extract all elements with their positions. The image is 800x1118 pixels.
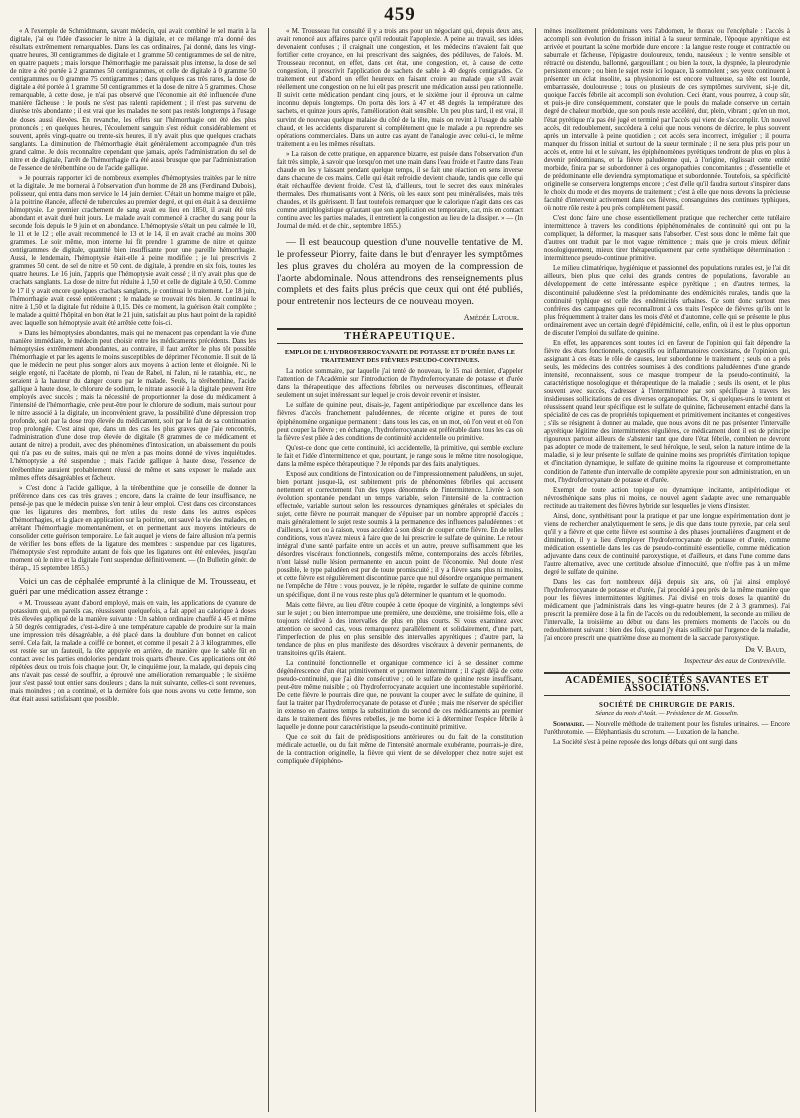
paragraph: Exempt de toute action topique ou dynamique incitante, antipériodique et névrosthénique sans plus ni moins, ce nouvel agent s'adapte avec une remarquable rectitude au traitement des fièvres hybride sur lesquelles je viens d'insister. <box>544 486 790 510</box>
column-3 <box>544 28 790 1112</box>
column-2 <box>277 28 523 1112</box>
article-signature: Dr V. Baud, <box>745 644 786 654</box>
section-title-academies: ACADÉMIES, SOCIÉTÉS SAVANTES ET ASSOCIATIONS. <box>544 672 790 696</box>
paragraph: mènes insolitement prédominans vers l'abdomen, le thorax ou l'encéphale : l'accès à accompli son évolution du frisson initial à la sueur terminale, l'époque apyrétique est arrivée et pourtant la scène morbide dure encore : la langue reste rouge et contractée ou saburrale et fâcheuse, l'épigastre douloureux, tendu, nauséeux ; le ventre sensible et rétracté ou distendu, ballonné, gargouillant ; ou bien la toux, la dyspnée, la pleurodynie persistent encore ; ou bien le sujet reste ici loquace, là somnolent ; ses yeux continuent à présenter un éclat insolite, sa physionomie est encore vultueuse, sa tête est lourde, embarrassée, douloureuse ; tous ou plusieurs de ces symptômes survivent, si-je dit, quoique l'accès fébrile ait accompli son évolution. Ceci étant, vous pourrez, à coup sûr, et puis-je dire conséquemment, constater que le pouls du malade conserve un certain degré de chaleur morbide, que son pouls reste accéléré, dur, plein, vibrant ; qu'en un mot, l'état pyrétique n'a pas été jugé et terminé par l'accès qui vient de s'accomplir. Un nouvel accès, dit redoublement, succèdera à celui que nous venons de décrire, le plus souvent après un intervalle à peine quotidien ; cet accès sera incorrect, irrégulier ; il pourra manquer du frisson initial et surtout de la sueur terminale ; il ne sera plus pris pour un accès et, entre lui et le suivant, les épiphénomènes pyrétiques tendront de plus en plus à devenir prédominans, et la fièvre paludéenne qui, à l'origine, réglissait cette entité morbide, finira par se subordonner à ces organopathies concomitantes ; d'essentielle et de prédominante elle deviendra symptomatique et subordonnée. Toutefois, sa spécificité originelle se conservera longtemps encore ; c'est d'elle qu'il faudra surtout s'inspirer dans le choix du mode et des moyens de traitement ; c'est à elle que nous devons la précieuse faculté d'intervenir activement dans ces fièvres, consanguines des continues typhiques, où notre rôle reste à peu près complètement passif. <box>544 28 790 213</box>
paragraph: Mais cette fièvre, au lieu d'être coupée à cette époque de virginité, a longtemps sévi sur le sujet ; ou bien interrompue une première, une deuxième, une troisième fois, elle a toujours récidivé à des intervalles de plus en plus courts. Si vous examinez avec attention ce second cas, vous remarquerez parallèlement et solidairement, d'une part, l'imperfection de plus en plus sensible des intervalles apyrétiques ; d'autre part, la tendance de plus en plus manifeste des désordres viscéraux à devenir permanents, de transitoires qu'ils étaient. <box>277 601 523 657</box>
paragraph: Le milieu climatérique, hygiénique et passionnel des populations rurales est, je l'ai dit ailleurs, bien plus que celui des grands centres de populations, favorable au développement de cette intéressante espèce pyrétique ; en d'autres termes, la discontinuité paludéenne s'est la prédominante des endémicités rurales, tandis que la continuité typhique est celle des endémicités urbaines. Ce sont donc surtout mes confrères des campagnes qui reconnaîtront à ces traits l'espèce de fièvres qu'ils ont le plus fréquemment à traiter dans les mois d'été et d'automne, celle qui se présente le plus ordinairement avec un certain degré d'épidémicité, celle, enfin, où il est le plus opportun de discuter l'emploi du sulfate de quinine. <box>544 265 790 337</box>
session-line: Séance du mois d'Août. — Présidence de M. Gosselin. <box>595 709 739 717</box>
paragraph: « M. Trousseau fut consulté il y a trois ans pour un négociant qui, depuis deux ans, avait renoncé aux affaires parce qu'il redoutait l'apoplexie. A peine au travail, ses idées devenaient confuses ; il craignait une congestion, et les médecins n'avaient fait que fortifier cette croyance, en lui prescrivant des saignées, des pédiluves, de l'aloès. M. Trousseau reconnut, en effet, dans cet état, une congestion, et, à cause de cette congestion, il prescrivit l'application de sachets de sable à 40 degrés centigrades. Ce traitement eut d'abord un effet heureux en faisant croire au malade que s'il avait réellement une congestion on ne lui eût pas prescrit une médication aussi peu rationnelle. Il suivit cette médication pendant cinq jours, et le sixième jour il éprouva un calme inconnu depuis longtemps. On porta dès lors à 47 et 48 degrés la température des sachets, et quinze jours après, l'amélioration était sensible. Un peu plus tard, il est vrai, il survint de nouveau quelque malaise du côté de la tête, mais on revint à l'usage du sable chaud, et les accidents disparurent si complètement que le malade a pu reprendre ses opérations commerciales. Dans un autre cas ayant de l'analogie avec celui-ci, le même traitement a eu les mêmes résultats. <box>277 28 523 148</box>
paragraph: » Je pourrais rapporter ici de nombreux exemples d'hémoptysies traitées par le nitre et la digitale. Je me bornerai à l'observation d'un homme de 28 ans (Ferdinand Dubois), polisseur, qui entra dans mon service le 14 juin dernier. C'était un homme maigre et pâle, à la poitrine élancée, affecté de tubercules au premier degré, et qui en était à sa deuxième hémoptysie. Le premier crachement de sang avait eu lieu en 1850, il avait été très abondant et avait duré huit jours. Le malade avait commencé à cracher du sang pour la seconde fois depuis le 9 juin et en abondance. L'hémoptysie s'était un peu calmée le 10, le 11 et le 12 ; elle avait recommencé le 13 et le 14, il en avait craché au moins 300 grammes. Le soir même, mon interne lui fit prendre 1 gramme de nitre et quinze centigrammes de digitale, quantité bien insuffisante pour une pareille hémorrhagie. Aussi, le lendemain, l'hémoptysie était-elle à peine modifiée ; je lui prescrivis 2 grammes 50 cent. de sel de nitre et 50 cent. de digitale, à prendre en six fois, toutes les quatre heures. Le 16 juin, j'appris que l'hémoptysie avait cessé ; il n'y avait plus que de crachats sanglants. La dose de nitre fut réduite à 1,50 et celle de digitale à 0,50. Comme le 17 il y avait encore quelques crachats sanglants, je continuai le traitement. Le 18 juin, l'hémorrhagie avait cessé entièrement ; le malade se trouvait très bien. Je continuai le nitre à 1,50 et la digitale fut réduite à 0,15. Dès ce moment, la guérison était complète ; le malade a quitté l'hôpital en bon état le 21 juin, satisfait au plus haut point de la rapidité avec laquelle son hémoptysie avait été arrêtée cette fois-ci. <box>10 174 256 327</box>
paragraph: Que ce soit du fait de prédispositions antérieures ou du fait de la constitution médicale actuelle, ou du fait même de l'intensité anormale exubérante, pourrais-je dire, de la contraction originelle, la fièvre qui vient de se développer chez notre sujet est compliquée d'épiphéno- <box>277 734 523 766</box>
summary <box>544 721 790 737</box>
case-introduction: Voici un cas de céphalée emprunté à la clinique de M. Trousseau, et guéri par une médication assez étrange : <box>10 576 256 597</box>
paragraph: Dans les cas fort nombreux déjà depuis six ans, où j'ai ainsi employé l'hydroferrocyanate de potasse et d'urée, j'ai procédé à peu près de la même manière que pour les fièvres intermittentes légitimes. J'ai divisé en trois doses la quantité du médicament que j'administrais dans les vingt-quatre heures (de 2 à 3 grammes). J'ai prescrit la première dose à la fin de l'accès ou du redoublement, la seconde au milieu de l'intervalle, la troisième au début ou dans les premiers moments de l'accès ou du redoublement suivant : bien des fois, quand j'y étais sollicité par l'urgence de la maladie, j'ai encore prescrit une quatrième dose au moment de la saccade paroxystique. <box>544 579 790 643</box>
column-divider <box>268 28 269 1112</box>
paragraph: Qu'est-ce donc que cette continuité, ici accidentelle, là primitive, qui semble exclure le fait et l'idée d'intermittence et que, pourtant, je range sous le même titre nosologique, dans la même espèce thérapeutique ? Je réponds par des faits analytiques. <box>277 444 523 468</box>
paragraph: En effet, les apparences sont toutes ici en faveur de l'opinion qui fait dépendre la fièvre des états fonctionnels, congestifs ou inflammatoires coexistans, de l'opinion qui, assignant à ces états le rôle de causes, leur subordonne le traitement ; seuls on a près seuls, les médecins des contrées soumises à des conditions paludéennes d'une grande intensité, reconnaissent, sous ce masque trompeur de la pseudo-continuité, la caractéristique nosologique et thérapeutique de la maladie ; seuls ils osent, et le plus souvent avec succès, s'adresser à l'intermittence par son spécifique à travers les insidieuses sollicitations de ces diverses organopathies. Or, si quelques-uns le tentent et réussissent quand leur spécifique est le sulfate de quinine, fâcheusement entaché dans la spécialité de ces cas de propriétés topiquement et primitivement incitantes et congestives ; s'ils se résignent à donner au malade, que nous avons dit ne pas présenter l'intervalle apyrétique légitime des intermittentes régulières, ce médicament dont il est de principe rigoureux partout ailleurs de s'abstenir tant que dure l'état fébrile, combien ne devront pas adopter ce mode de traitement, le seul héroïque, le seul, selon la nature intime de la maladie, si je leur présente le sulfate de quinine moins ses propriétés d'irritation topique et d'incitation dynamique, le sulfate de quinine moins la rigoureuse et compromettante condition de l'attente d'un intervalle de complète apyrexie pour son administration, en un mot, l'hydroferrocyanate de potasse et d'urée. <box>544 339 790 484</box>
signature-role: Inspecteur des eaux de Contrexéville. <box>684 657 786 665</box>
paragraph: C'est donc faire une chose essentiellement pratique que rechercher cette tutélaire intermittence à travers les conditions épiphénoménales de continuité qui ont pu la compliquer, la déformer, la masquer sans l'absorber. C'est sous donc le même fait que d'autres ont traduit par le mot vague rémittence ; mais que je crois mieux définir nosologiquement, mieux tirer thérapeutiquement par cette synthétique détermination : intermittence pseudo-continue primitive. <box>544 215 790 263</box>
article-title: EMPLOI DE L'HYDROFERROCYANATE DE POTASSE ET D'URÉE DANS LE TRAITEMENT DES FIÈVRES PSEUDO-CONTINUES. <box>284 349 516 364</box>
paragraph: » C'est donc à l'acide gallique, à la térébenthine que je conseille de donner la préférence dans ces cas très graves ; encore, dans la crainte de leur insuffisance, ne pensé-je pas que le médecin puisse s'en tenir à leur emploi. C'est dans ces circonstances que les ligatures des membres, fort utiles du reste dans les autres espèces d'hémorrhagies, et la glace en application sur la poitrine, ont sauvé la vie des malades, en arrêtant l'hémorrhagie momentanément, et en permettant aux moyens intérieurs de consolider cette guérison temporaire. Le fait auquel je viens de faire allusion m'a permis de vérifier les bons effets de la ligature des membres : suspendue par ces ligatures, l'hémoptysie s'est reproduite autant de fois que les ligatures ont été enlevées, jusqu'au moment où le nitre et la digitale l'ont suspendue définitivement. — (In Bulletin génér. de thérap., 15 septembre 1855.) <box>10 484 256 573</box>
column-1 <box>10 28 256 1112</box>
note-signature: Amédée Latour. <box>463 312 519 322</box>
paragraph: La notice sommaire, par laquelle j'ai tenté de nouveau, le 15 mai dernier, d'appeler l'attention de l'Académie sur l'introduction de l'hydroferrocyanate de potasse et d'urée dans la thérapeutique des affections fébriles ou nerveuses discontinues, effleurait seulement un sujet intéressant sur lequel je crois devoir revenir et insister. <box>277 368 523 400</box>
paragraph: « M. Trousseau ayant d'abord employé, mais en vain, les applications de cyanure de potassium qui, en pareils cas, réussissent quelquefois, a fait appel au calorique à doses très élevées appliqué de la manière suivante : Un sablon ordinaire chauffé à 45 et même à 50 degrés centigrades, c'est-à-dire à une température capable de produire sur la main une impression très désagréable, a été placé dans la doublure d'un bonnet en calicot serré. Cela fait, la malade a coiffé ce bonnet, et comme il pesait 2 à 3 kilogrammes, elle est restée sur un fauteuil, la tête appuyée en arrière, de manière que le sable fût en contact avec les parties endolories pendant trois quarts d'heure. Ces applications ont été répétées deux ou trois fois chaque jour. Or, le cinquième jour, la malade, qui depuis cinq ans n'avait pas cessé de souffrir, a éprouvé une amélioration remarquable ; le sixième jour s'est passé tout entier sans douleurs ; dans la nuit suivante, celles-ci sont revenues, mais moindres ; on a continué, et la dernière fois que nous avons vu cette femme, son état était aussi satisfaisant que possible. <box>10 599 256 704</box>
paragraph: Ainsi, donc, synthétisant pour la pratique et par une longue expérimentation dont je viens de rechercher analytiquement le sens, je dis que dans toute pyrexie, par cela seul qu'il y a fièvre et que cette fièvre est soumise à des phases journalières d'augment et de diminution, il y a lieu d'employer l'hydroferrocyanate de potasse et d'urée, comme médication essentielle dans les cas de pseudo-continuité essentielle, comme médication adjuvante dans ceux de continuité paroxystique, et d'ailleurs, et dans l'une comme dans l'autre alternative, avec une certitude absolue d'innocuité, que n'offre pas à un même degré le sulfate de quinine. <box>544 512 790 577</box>
society-name: SOCIÉTÉ DE CHIRURGIE DE PARIS. <box>598 700 736 709</box>
paragraph: Le sulfate de quinine peut, disais-je, l'agent antipériodique par excellence dans les fièvres d'accès franchement paludéennes, de récente origine et pures de tout épiphénomène organique permanent : dans tous les cas, en un mot, où l'on veut et où l'on peut couper la fièvre ; en échange, l'hydroferrocyanate est préférable dans tous les cas où la fièvre s'est pliée à des conditions de continuité accidentelle ou primitive. <box>277 402 523 442</box>
summary-text: — Nouvelle méthode de traitement pour les fistules urinaires. — Encore l'uréthrotomie. — Éléphantiasis du scrotum. — Luxation de la hanche. <box>544 720 790 736</box>
summary-label: Sommaire. <box>553 720 585 728</box>
column-divider <box>535 28 536 1112</box>
page-number: 459 <box>384 4 416 25</box>
section-title-therapeutique: THÉRAPEUTIQUE. <box>277 328 523 344</box>
paragraph: Exposé aux conditions de l'intoxication ou de l'impressionnement paludéens, un sujet, bien portant jusque-là, est subitement pris de phénomènes fébriles qui accusent nettement et correctement l'un des types dénommés de l'intermittence. Livrée à son évolution spontanée pendant un temps variable, selon l'intensité de la contraction effectuée, variable surtout selon les ressources dynamiques générales et spéciales du sujet, cette fièvre ne pourrait manquer de s'épuiser par un nombre approprié d'accès ; mais généralement le sujet reste soumis à la permanence des influences paludéennes : et d'ailleurs, à tort ou à raison, vous accédez à son désir de couper cette fièvre. En de telles conditions, vous n'avez mieux à faire que de lui prescrire le sulfate de quinine. Le retour intégral d'une santé parfaite entre un accès et un autre, preuve suffisamment que les désordres viscéraux fonctionnels, congestifs même, contemporains des accès fébriles, n'ont laissé nulle lésion permanente en aucun point de l'économie. Nul doute n'est possible, le type paludéen est pur de toute promiscuité ; il y a fièvre sans plus ni moins, et cette fièvre est régulièrement discontinue parce que nul désordre organique permanent ne l'empêche de l'être : vous pouvez, je le répète, regarder le sulfate de quinine comme un spécifique, dont il ne vous reste plus qu'à déterminer le quantum et le quomodo. <box>277 470 523 599</box>
paragraph: » La raison de cette pratique, en apparence bizarre, est puisée dans l'observation d'un fait très simple, à savoir que lorsqu'on met une main dans l'eau froide et l'autre dans l'eau chaude en les y laissant pendant quelque temps, il se fait une réaction en sens inverse dans chacune de ces mains. Celle qui était refroidie devient chaude, tandis que celle qui était réchauffée devient froide. C'est là, d'ailleurs, tout le secret des eaux minérales thermales. Des rhumatisants vont à Néris, où les eaux sont peu minéralisées, mais très chaudes, et ils guérissent. Il faut toutefois remarquer que le calorique n'agit dans ces cas comme antiphlogistique qu'autant que son application est temporaire, car, mis en contact continu avec les parties malades, il entretient la congestion au lieu de la dissiper. » — (In Journal de méd. et de chir., septembre 1855.) <box>277 150 523 231</box>
editorial-note: — Il est beaucoup question d'une nouvelle tentative de M. le professeur Piorry, faite dans le but d'enrayer les symptômes les plus graves du choléra au moyen de la compression de l'aorte abdominale. Nous attendrons des renseignements plus complets et des faits plus précis que ceux qui ont été publiés, pour entretenir nos lecteurs de ce nouveau moyen. <box>277 237 523 308</box>
paragraph: » Dans les hémoptysies abondantes, mais qui ne menacent pas cependant la vie d'une manière immédiate, le médecin peut choisir entre les médicaments précédents. Dans les hémoptysies extrêmement abondantes, au contraire, il faut arrêter le plus tôt possible l'hémorrhagie et par les agents le moins susceptibles de déprimer l'économie. Il suit de là que le médecin ne peut plus songer alors aux moyens à action lente et éloignée. Ni le seigle ergoté, ni l'acétate de plomb, ni l'eau de Rabel, ni l'alun, ni le ratanhia, etc., ne seraient à la hauteur du danger couru par le malade. Seuls, la térébenthine, l'acide gallique à haute dose, le chlorure de sodium, le nitrate associé à la digitale peuvent être employés avec succès ; mais la nécessité de proportionner la dose du médicament à l'intensité de l'hémorrhagie, crée peut-être pour le chlorure de sodium, mais surtout pour le nitre associé à la digitale, un inconvénient grave, la possibilité d'une dépression trop profonde, soit par la dose trop élevée du médicament, soit par le fait de sa continuation trop prolongée. C'est ainsi que, dans un des cas les plus graves que j'aie rencontrés, l'administration d'une dose trop élevée de digitale (8 grammes de ce médicament et autant de nitre) a produit, avec des phénomènes d'intoxication, un abaissement du pouls qui n'a pas eu de suites, mais qui ne m'en a pas moins donné de vives inquiétudes. L'hémoptysie a été suspendue ; mais l'acide gallique à haute dose, l'essence de térébenthine auraient probablement réussi de même et sans exposer le malade aux mêmes effets désagréables et fâcheux. <box>10 329 256 482</box>
paragraph: La Société s'est à peine reposée des longs débats qui ont surgi dans <box>553 738 738 746</box>
paragraph: La continuité fonctionnelle et organique commence ici à se dessiner comme dégénérescence d'un état primitivement et purement intermittent ; il s'agit déjà de cette pseudo-continuité, que j'ai dite consécutive ; où le sulfate de quinine reste insuffisant, peut-être même nuisible ; où l'hydroferrocyanate acquiert une incontestable supériorité. De cette fièvre le pourrais dire que, ne pouvant la couper avec le sulfate de quinine, il faut la traiter par l'hydroferrocyanate de potasse et d'urée ; mais me réserver de spécifier in extenso en d'autres temps la substitution du second de ces médicaments au premier dans le traitement des fièvres rebelles, je me borne ici à déterminer l'espèce fébrile à laquelle je donne pour caractéristique la pseudo-continuité primitive. <box>277 659 523 732</box>
paragraph: « A l'exemple de Schmidtmann, savant médecin, qui avait combiné le sel marin à la digitale, j'ai eu l'idée d'associer le nitre à la digitale, et ce mélange m'a donné des résultats extrêmement remarquables. Dans les cas ordinaires, j'ai donné, dans les vingt-quatre heures, 30 centigrammes de digitale et 1 gramme 50 centigrammes de sel de nitre, en quatre paquets ; mais lorsque l'hémorrhagie me paraissait plus intense, la dose de sel de nitre a été portée à 2 grammes 50 centigrammes, et celle de digitale à 0 gramme 50 centigrammes ou 0 gramme 75 centigrammes ; dans quelques cas très rares, la dose de digitale a été portée à 1 gramme 50 centigrammes et la dose de nitre à 5 grammes. Chose remarquable, à cette dose, je n'ai pas observé que l'économie ait été influencée d'une manière fâcheuse : le pouls ne s'est pas ralenti rapidement ; il n'est pas survenu de diurèse très abondante ; il est vrai que les malades ne sont pas restés longtemps à l'usage de doses aussi élevées. En revanche, les effets sur l'hémorrhagie ont été des plus prononcés ; en quelques heures, l'écoulement sanguin s'est réduit considérablement et souvent, après vingt-quatre ou trente-six heures, il n'y avait plus que quelques crachats sanglants. La diminution de l'hémorrhagie était généralement accompagnée d'un très grand calme. Je dois reconnaître cependant que jamais, après l'administration du sel de nitre et de digitale, l'arrêt de l'hémorrhagie n'a été aussi brusque que par l'administration de l'essence de térébenthine ou de l'acide gallique. <box>10 28 256 172</box>
